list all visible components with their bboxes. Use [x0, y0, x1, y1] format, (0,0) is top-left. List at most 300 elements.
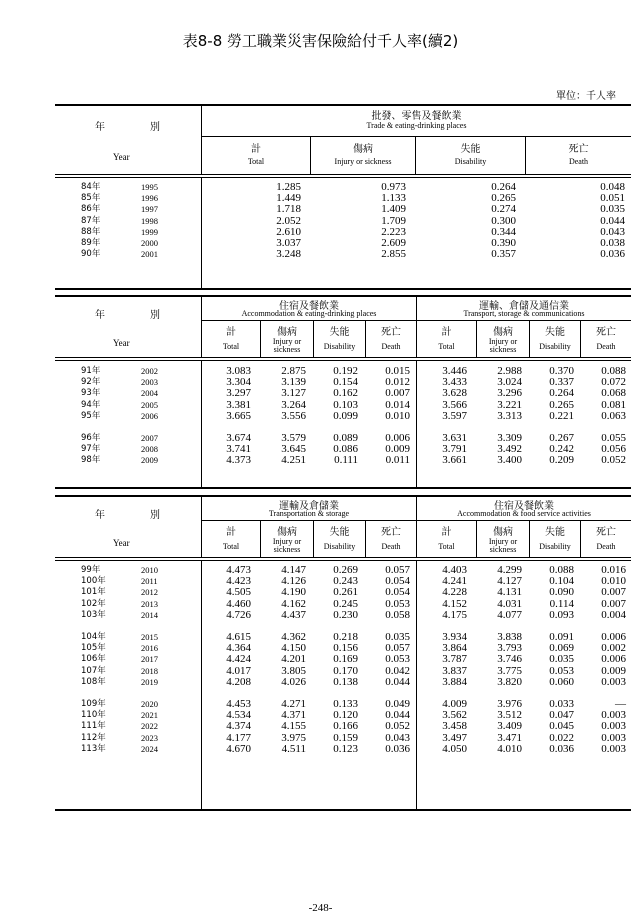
rule: [55, 487, 631, 489]
value-cell: 0.245: [333, 597, 358, 610]
value-cell: 0.086: [333, 443, 358, 456]
col-death-zh: 死亡: [381, 327, 401, 338]
rule: [202, 136, 631, 137]
col-injury-en: Injury or: [272, 337, 302, 346]
value-cell: 0.337: [549, 376, 574, 389]
value-cell: 4.299: [497, 564, 522, 576]
value-cell: 3.884: [442, 675, 467, 688]
value-cell: 4.162: [281, 597, 306, 610]
value-cell: 0.133: [333, 698, 358, 710]
value-cell: 4.010: [497, 742, 522, 755]
year-west: 2010: [141, 565, 158, 575]
col-death-zh: 死亡: [381, 527, 401, 538]
value-cell: 0.261: [333, 586, 358, 599]
value-cell: 3.805: [281, 664, 306, 677]
value-cell: 0.003: [601, 709, 626, 722]
table-row: [55, 215, 631, 227]
value-cell: 0.060: [549, 675, 574, 688]
value-cell: 0.357: [491, 248, 516, 261]
value-cell: 0.390: [491, 237, 516, 249]
value-cell: 0.043: [600, 225, 625, 238]
year-west: 2020: [141, 699, 158, 709]
value-cell: 0.053: [385, 653, 410, 666]
value-cell: 1.133: [381, 192, 406, 205]
value-cell: 0.011: [385, 454, 410, 467]
year-west: 2016: [141, 643, 158, 654]
col-injury-en: Injury or: [272, 537, 302, 546]
group-2-header-zh: 住宿及餐飲業: [494, 501, 554, 512]
group-1-header-en: Transportation & storage: [268, 509, 350, 518]
year-west: 2001: [141, 249, 158, 260]
value-cell: 4.131: [497, 586, 522, 599]
year-roc: 93年: [81, 388, 101, 399]
col-total-en: Total: [222, 342, 240, 351]
col-disability-en: Disability: [539, 342, 571, 351]
value-cell: 4.615: [226, 631, 251, 643]
value-cell: 0.344: [491, 225, 516, 238]
value-cell: 0.063: [601, 409, 626, 422]
value-cell: 0.090: [549, 586, 574, 599]
year-roc: 89年: [81, 238, 101, 248]
value-cell: 3.975: [281, 731, 306, 744]
year-header-zh-2: 別: [150, 122, 160, 133]
col-disability-zh: 失能: [545, 327, 565, 338]
rule: [55, 557, 631, 558]
col-injury-en: sickness: [273, 345, 301, 354]
value-cell: 0.154: [333, 376, 358, 389]
col-total-zh: 計: [226, 527, 236, 538]
value-cell: 0.036: [549, 742, 574, 755]
group-2-header-en: Accommodation & food service activities: [457, 509, 591, 518]
table-row: [55, 676, 631, 688]
value-cell: 4.050: [442, 742, 467, 755]
table-row: [55, 642, 631, 654]
col-total-en: Total: [438, 342, 455, 351]
year-west: 2015: [141, 632, 158, 642]
value-cell: 0.973: [381, 181, 406, 193]
col-death-en: Death: [381, 542, 401, 551]
year-roc: 97年: [81, 444, 101, 455]
rule: [55, 360, 631, 361]
value-cell: 0.058: [385, 608, 410, 621]
value-cell: 3.787: [442, 653, 467, 666]
value-cell: 3.674: [226, 432, 251, 444]
table-row: [55, 432, 631, 444]
col-total-zh: 計: [441, 527, 452, 538]
value-cell: 0.072: [601, 376, 626, 389]
group-header-en: Trade & eating-drinking places: [366, 121, 467, 130]
year-header-en: Year: [113, 538, 130, 548]
value-cell: 0.053: [549, 664, 574, 677]
value-cell: 4.126: [281, 575, 306, 588]
col-injury-en: Injury or: [488, 337, 518, 346]
value-cell: 3.139: [281, 376, 306, 389]
value-cell: 3.976: [497, 698, 522, 710]
rule: [55, 288, 631, 290]
value-cell: 3.864: [442, 642, 467, 655]
value-cell: 3.665: [226, 409, 251, 422]
value-cell: 3.221: [497, 398, 522, 411]
value-cell: 0.055: [601, 432, 626, 444]
year-header-zh-2: 別: [150, 310, 160, 321]
col-death-en: Death: [596, 342, 616, 351]
year-roc: 109年: [81, 699, 106, 709]
col-total-en: Total: [247, 157, 265, 166]
value-cell: 3.127: [281, 387, 306, 400]
value-cell: 1.449: [276, 192, 301, 205]
value-cell: 3.297: [226, 387, 251, 400]
value-cell: 4.175: [442, 608, 467, 621]
value-cell: 0.042: [385, 664, 410, 677]
value-cell: 0.054: [385, 575, 410, 588]
table-row: [55, 665, 631, 677]
value-cell: 3.492: [497, 443, 522, 456]
value-cell: 3.838: [497, 631, 522, 643]
value-cell: 0.057: [385, 564, 410, 576]
value-cell: 4.009: [442, 698, 467, 710]
col-death-en: Death: [596, 542, 616, 551]
value-cell: 0.265: [549, 398, 574, 411]
col-injury-en: sickness: [273, 545, 301, 554]
col-disability-zh: 失能: [329, 527, 350, 538]
value-cell: 3.741: [226, 443, 251, 456]
year-west: 2017: [141, 654, 158, 665]
year-header-zh-1: 年: [95, 510, 105, 521]
page-number: -248-: [308, 902, 333, 914]
value-cell: 0.010: [385, 409, 410, 422]
table-row: [55, 365, 631, 377]
value-cell: 0.192: [333, 365, 358, 377]
table-row: [55, 248, 631, 260]
year-roc: 84年: [81, 182, 101, 192]
value-cell: 3.024: [497, 376, 522, 389]
value-cell: 4.423: [226, 575, 251, 588]
value-cell: 0.264: [491, 181, 516, 193]
year-roc: 99年: [81, 565, 101, 575]
value-cell: 3.037: [276, 237, 301, 249]
value-cell: 4.127: [497, 575, 522, 588]
year-roc: 95年: [81, 410, 101, 421]
table-row: [55, 237, 631, 249]
value-cell: 0.166: [333, 720, 358, 733]
value-cell: 0.022: [549, 731, 574, 744]
value-cell: 2.988: [497, 365, 522, 377]
value-cell: 0.052: [601, 454, 626, 467]
value-cell: 3.433: [442, 376, 467, 389]
col-disability-zh: 失能: [545, 527, 565, 538]
value-cell: 0.088: [601, 365, 626, 377]
table-row: [55, 586, 631, 598]
table-row: [55, 181, 631, 193]
table-row: [55, 743, 631, 755]
value-cell: 0.274: [491, 203, 516, 216]
table-section-3: [55, 495, 631, 813]
value-cell: 3.309: [497, 432, 522, 444]
value-cell: 0.014: [385, 398, 410, 411]
value-cell: 3.381: [226, 398, 251, 411]
value-cell: 4.364: [226, 642, 251, 655]
table-row: [55, 192, 631, 204]
value-cell: 0.081: [601, 398, 626, 411]
year-roc: 111年: [81, 721, 106, 732]
col-total-en: Total: [222, 542, 240, 551]
year-west: 2003: [141, 377, 158, 388]
col-total-zh: 計: [226, 327, 236, 338]
col-death-zh: 死亡: [568, 144, 589, 155]
year-west: 2005: [141, 399, 158, 410]
value-cell: 0.009: [385, 443, 410, 456]
value-cell: 4.362: [281, 631, 306, 643]
table-row: [55, 376, 631, 388]
year-roc: 90年: [81, 249, 101, 260]
value-cell: 0.035: [600, 203, 625, 216]
value-cell: 4.505: [226, 586, 251, 599]
table-row: [55, 575, 631, 587]
table-row: [55, 609, 631, 621]
value-cell: 0.300: [491, 214, 516, 227]
value-cell: 0.068: [601, 387, 626, 400]
value-cell: 4.473: [226, 564, 251, 576]
value-cell: 0.103: [333, 398, 358, 411]
col-injury-en: Injury or sickness: [334, 157, 392, 166]
year-roc: 98年: [81, 455, 101, 466]
value-cell: 0.370: [549, 365, 574, 377]
value-cell: 4.190: [281, 586, 306, 599]
year-roc: 110年: [81, 710, 106, 721]
value-cell: 0.006: [601, 653, 626, 666]
year-west: 2006: [141, 410, 158, 421]
value-cell: 0.048: [600, 181, 625, 193]
col-injury-en: Injury or: [488, 537, 518, 546]
value-cell: 4.150: [281, 642, 306, 655]
year-roc: 92年: [81, 377, 101, 388]
value-cell: 3.296: [497, 387, 522, 400]
year-header-zh-1: 年: [95, 310, 105, 321]
value-cell: 4.241: [442, 575, 467, 588]
value-cell: 3.631: [442, 432, 467, 444]
value-cell: 3.820: [497, 675, 522, 688]
value-cell: 4.437: [281, 608, 306, 621]
value-cell: 0.007: [385, 387, 410, 400]
table-section-1: [55, 104, 631, 290]
year-roc: 85年: [81, 193, 101, 204]
col-death-en: Death: [381, 342, 401, 351]
value-cell: 3.746: [497, 653, 522, 666]
value-cell: 4.228: [442, 586, 467, 599]
value-cell: 0.049: [385, 698, 410, 710]
table-row: [55, 720, 631, 732]
year-west: 1995: [141, 182, 158, 192]
value-cell: 0.056: [601, 443, 626, 456]
value-cell: 0.111: [334, 454, 358, 467]
value-cell: 3.409: [497, 720, 522, 733]
year-header-zh-1: 年: [95, 122, 105, 133]
year-roc: 102年: [81, 598, 106, 609]
value-cell: 0.004: [601, 608, 626, 621]
value-cell: 3.458: [442, 720, 467, 733]
value-cell: 0.036: [385, 742, 410, 755]
year-west: 2011: [141, 576, 158, 587]
value-cell: 0.003: [601, 720, 626, 733]
year-west: 2019: [141, 676, 158, 687]
value-cell: 3.793: [497, 642, 522, 655]
value-cell: 3.661: [442, 454, 467, 467]
year-west: 2024: [141, 743, 158, 754]
value-cell: 0.012: [385, 376, 410, 389]
value-cell: 4.534: [226, 709, 251, 722]
value-cell: 0.218: [333, 631, 358, 643]
value-cell: 0.267: [549, 432, 574, 444]
year-roc: 103年: [81, 609, 106, 620]
col-injury-en: sickness: [489, 545, 517, 554]
col-death-en: Death: [568, 157, 589, 166]
year-west: 2022: [141, 721, 158, 732]
col-total-zh: 計: [441, 327, 452, 338]
year-west: 2013: [141, 598, 158, 609]
rule: [55, 560, 631, 561]
value-cell: 3.264: [281, 398, 306, 411]
value-cell: 1.285: [276, 181, 301, 193]
value-cell: 0.123: [333, 742, 358, 755]
page-title: 表8-8 勞工職業災害保險給付千人率(續2): [182, 32, 459, 50]
value-cell: 0.003: [601, 675, 626, 688]
value-cell: 3.566: [442, 398, 467, 411]
value-cell: 0.007: [601, 586, 626, 599]
value-cell: 0.038: [600, 237, 625, 249]
value-cell: 0.169: [333, 653, 358, 666]
value-cell: 4.424: [226, 653, 251, 666]
value-cell: 3.775: [497, 664, 522, 677]
value-cell: 4.453: [226, 698, 251, 710]
value-cell: 4.177: [226, 731, 251, 744]
value-cell: 3.791: [442, 443, 467, 456]
value-cell: 0.003: [601, 731, 626, 744]
value-cell: 0.002: [601, 642, 626, 655]
value-cell: 3.083: [226, 365, 251, 377]
rule: [55, 809, 631, 811]
col-disability-en: Disability: [454, 157, 487, 166]
table-row: [55, 653, 631, 665]
value-cell: 0.088: [549, 564, 574, 576]
value-cell: 0.114: [549, 597, 574, 610]
year-west: 2021: [141, 710, 158, 721]
value-cell: 0.016: [601, 564, 626, 576]
value-cell: 4.152: [442, 597, 467, 610]
value-cell: 4.201: [281, 653, 306, 666]
value-cell: 4.017: [226, 664, 251, 677]
value-cell: 3.628: [442, 387, 467, 400]
value-cell: 0.138: [333, 675, 358, 688]
value-cell: 0.265: [491, 192, 516, 205]
value-cell: 0.003: [601, 742, 626, 755]
value-cell: 4.026: [281, 675, 306, 688]
year-west: 2000: [141, 238, 158, 248]
value-cell: 0.170: [333, 664, 358, 677]
col-injury-en: sickness: [489, 345, 517, 354]
value-cell: 2.855: [381, 248, 406, 261]
value-cell: 4.147: [281, 564, 306, 576]
value-cell: 1.718: [276, 203, 301, 216]
value-cell: 0.010: [601, 575, 626, 588]
value-cell: 0.057: [385, 642, 410, 655]
value-cell: 0.052: [385, 720, 410, 733]
value-cell: 4.371: [281, 709, 306, 722]
group-2-header-en: Transport, storage & communications: [463, 309, 585, 318]
year-west: 2002: [141, 366, 158, 376]
value-cell: 0.093: [549, 608, 574, 621]
year-roc: 94年: [81, 399, 101, 410]
value-cell: 3.837: [442, 664, 467, 677]
value-cell: 0.043: [385, 731, 410, 744]
year-roc: 86年: [81, 204, 101, 215]
value-cell: 0.156: [333, 642, 358, 655]
col-death-zh: 死亡: [596, 527, 616, 538]
rule: [55, 174, 631, 175]
col-injury-zh: 傷病: [277, 327, 297, 338]
value-cell: 3.579: [281, 432, 306, 444]
year-west: 2023: [141, 732, 158, 743]
year-west: 1998: [141, 215, 158, 226]
table-row: [55, 443, 631, 455]
table-row: [55, 410, 631, 422]
table-row: [55, 598, 631, 610]
value-cell: 0.015: [385, 365, 410, 377]
value-cell: 2.875: [281, 365, 306, 377]
value-cell: 0.036: [600, 248, 625, 261]
year-header-zh-2: 別: [150, 510, 160, 521]
value-cell: 0.230: [333, 608, 358, 621]
value-cell: 4.208: [226, 675, 251, 688]
value-cell: 3.934: [442, 631, 467, 643]
year-roc: 112年: [81, 732, 106, 743]
col-disability-zh: 失能: [329, 327, 350, 338]
table-row: [55, 454, 631, 466]
table-row: [55, 709, 631, 721]
table-row: [55, 399, 631, 411]
value-cell: 0.162: [333, 387, 358, 400]
value-cell: 1.409: [381, 203, 406, 216]
value-cell: 0.099: [333, 409, 358, 422]
value-cell: 4.373: [226, 454, 251, 467]
table-section-2: [55, 295, 631, 489]
value-cell: 3.497: [442, 731, 467, 744]
value-cell: 4.403: [442, 564, 467, 576]
table-row: [55, 631, 631, 643]
value-cell: 0.035: [385, 631, 410, 643]
col-disability-en: Disability: [323, 342, 356, 351]
year-roc: 108年: [81, 676, 106, 687]
value-cell: 0.089: [333, 432, 358, 444]
col-disability-en: Disability: [539, 542, 571, 551]
value-cell: 0.104: [549, 575, 574, 588]
year-roc: 87年: [81, 215, 101, 226]
value-cell: 0.242: [549, 443, 574, 456]
value-cell: 0.069: [549, 642, 574, 655]
value-cell: 0.007: [601, 597, 626, 610]
year-west: 2004: [141, 388, 158, 399]
value-cell: 0.091: [549, 631, 574, 643]
value-cell: 2.052: [276, 214, 301, 227]
year-west: 2012: [141, 587, 158, 598]
value-cell: 4.726: [226, 608, 251, 621]
value-cell: 0.120: [333, 709, 358, 722]
year-west: 1999: [141, 226, 158, 237]
value-cell: 0.221: [549, 409, 574, 422]
year-roc: 96年: [81, 433, 101, 443]
rule: [55, 357, 631, 358]
value-cell: 4.374: [226, 720, 251, 733]
table-row: [55, 203, 631, 215]
